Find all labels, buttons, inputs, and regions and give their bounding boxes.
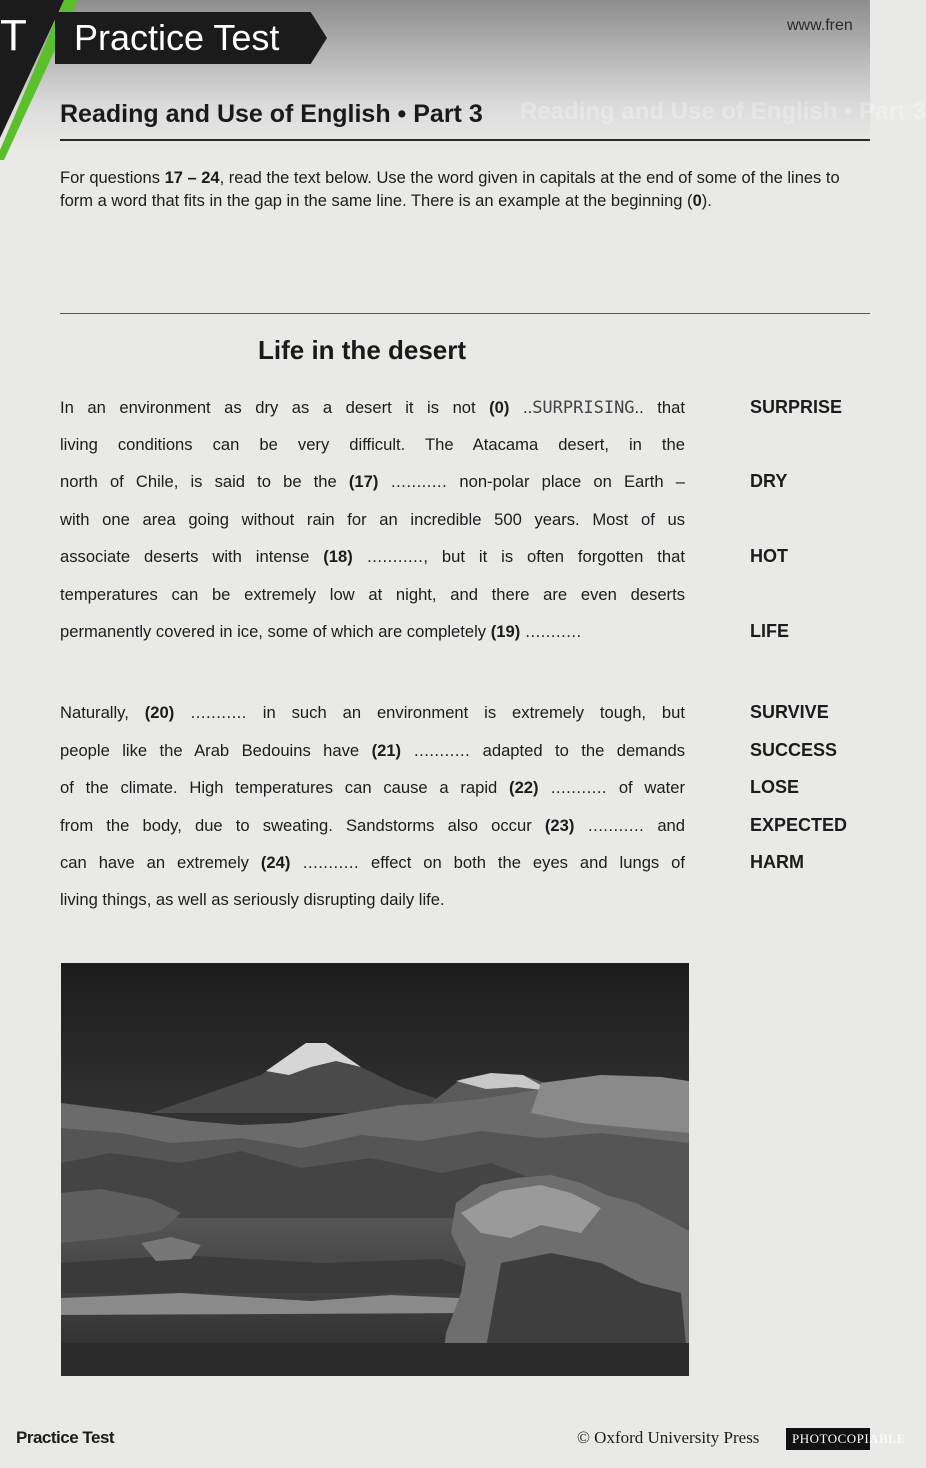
instructions: [60, 167, 850, 212]
gap-number: (0): [489, 398, 510, 417]
text-title: Life in the desert: [258, 335, 467, 365]
example-answer: SURPRISING: [532, 398, 635, 418]
gap-dots: ...........: [174, 703, 247, 722]
instructions-text: , read the text below. Use the word given in capitals at the end of some of the lines to form a word that fits in the gap in the same line. There is an example at the beginning (: [60, 169, 840, 210]
text-line: of the climate. High temperatures can cause a rapid (22) ........... of water: [60, 778, 685, 797]
section-divider: [60, 139, 870, 141]
text-line: In an environment as dry as a desert it is not (0) ..SURPRISING.. that: [60, 398, 685, 418]
gap-number: (22): [509, 778, 539, 797]
instructions-text: For questions: [60, 169, 165, 187]
desert-photo: [61, 963, 689, 1376]
text-divider: [60, 313, 870, 314]
text-line: from the body, due to sweating. Sandstorms also occur (23) ........... and: [60, 816, 686, 835]
side-letter: T: [0, 11, 27, 60]
text-line: with one area going without rain for an incredible 500 years. Most of us: [60, 510, 685, 529]
gap-number: (21): [371, 741, 402, 760]
text-line: living conditions can be very difficult. The Atacama desert, in the: [60, 435, 685, 454]
text-line: Naturally, (20) ........... in such an environment is extremely tough, but: [60, 703, 686, 722]
keyword-expected: EXPECTED: [750, 815, 848, 835]
keyword-lose: LOSE: [750, 777, 800, 797]
gap-dots: ...........: [520, 622, 582, 641]
gap-dots: ...........: [378, 472, 448, 491]
gap-number: (18): [323, 547, 353, 566]
gap-dots: ...........: [290, 853, 360, 872]
text-line: associate deserts with intense (18) ..........., but it is often forgotten that: [60, 547, 685, 566]
gap-number: (20): [144, 703, 175, 722]
text-line: people like the Arab Bedouins have (21) ........... adapted to the demands: [60, 741, 685, 760]
section-title: Reading and Use of English • Part 3: [60, 100, 483, 128]
gap-dots: ...........: [401, 741, 471, 760]
gap-dots: ...........: [574, 816, 645, 835]
photocopiable-badge: PHOTOCOPIABLE: [786, 1428, 870, 1450]
question-range: 17 – 24: [164, 169, 220, 187]
page-title: Practice Test: [74, 17, 280, 58]
keyword-hot: HOT: [750, 546, 788, 566]
keyword-harm: HARM: [750, 852, 804, 872]
example-number: 0: [692, 191, 702, 210]
text-line: permanently covered in ice, some of which are completely (19) ...........: [60, 622, 582, 641]
gap-number: (19): [490, 622, 521, 641]
gap-number: (17): [348, 472, 379, 491]
header-ghost-text: Reading and Use of English • Part 3: [520, 98, 926, 125]
gap-number: (24): [260, 853, 291, 872]
instructions-text: ).: [701, 191, 712, 210]
text-line: living things, as well as seriously disrupting daily life.: [60, 890, 445, 909]
keyword-dry: DRY: [750, 471, 788, 491]
keyword-success: SUCCESS: [750, 740, 838, 760]
keyword-survive: SURVIVE: [750, 702, 829, 722]
gap-dots: ...........: [538, 778, 608, 797]
website-url: www.fren: [787, 17, 853, 34]
text-line: can have an extremely (24) ........... effect on both the eyes and lungs of: [60, 853, 686, 872]
text-line: north of Chile, is said to be the (17) ........... non-polar place on Earth –: [60, 472, 685, 491]
text-line: temperatures can be extremely low at night, and there are even deserts: [60, 585, 685, 604]
gap-number: (23): [544, 816, 575, 835]
footer-label: Practice Test: [16, 1428, 115, 1447]
gap-dots: ...........: [352, 547, 424, 566]
keyword-surprise: SURPRISE: [750, 397, 843, 417]
copyright-text: © Oxford University Press: [577, 1428, 760, 1447]
keyword-life: LIFE: [750, 621, 789, 641]
